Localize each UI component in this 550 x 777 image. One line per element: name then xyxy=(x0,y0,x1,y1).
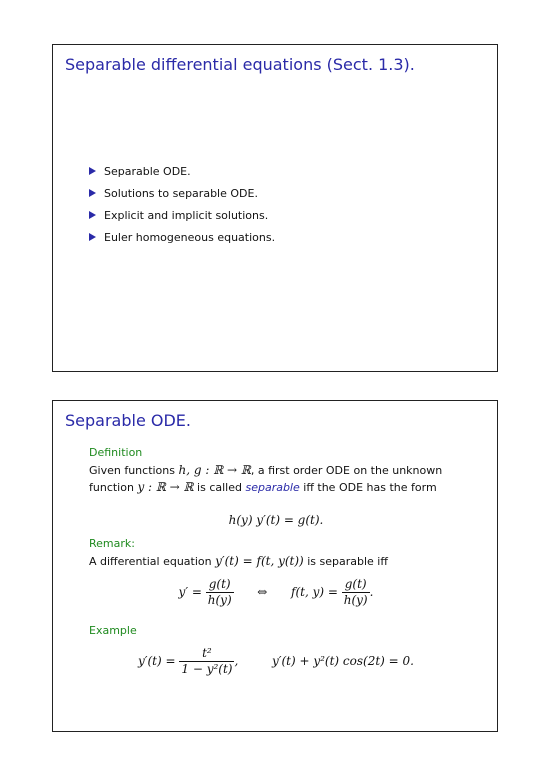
list-item-label: Separable ODE. xyxy=(104,165,191,178)
list-item-label: Explicit and implicit solutions. xyxy=(104,209,269,222)
fraction: $\frac{g(t)}{h(y)}$ xyxy=(207,577,232,607)
list-item xyxy=(89,183,275,205)
definition-line-1: Given functions h, g : ℝ → ℝ, a first order ODE on the unknown xyxy=(89,463,443,477)
separable-term: separable xyxy=(245,481,300,494)
example-heading: Example xyxy=(89,624,137,637)
triangle-bullet-icon xyxy=(89,233,96,241)
list-item xyxy=(89,227,275,249)
triangle-bullet-icon xyxy=(89,211,96,219)
remark-heading: Remark: xyxy=(89,537,135,550)
slide-2 xyxy=(52,400,498,732)
list-item-label: Solutions to separable ODE. xyxy=(104,187,258,200)
triangle-bullet-icon xyxy=(89,189,96,197)
outline-list xyxy=(89,161,275,249)
separable-condition-equation: y′ = $\frac{g(t)}{h(y)}$ ⇔ f(t, y) = $\frac{g(t)}{h(y)}$ . xyxy=(178,577,374,607)
list-item xyxy=(89,205,275,227)
definition-equation: h(y) y′(t) = g(t). xyxy=(228,513,324,527)
fraction: $\frac{\text{t²}}{\text{1 − y²(t)}}$ xyxy=(181,646,233,676)
triangle-bullet-icon xyxy=(89,167,96,175)
example-equations: y′(t) = $\frac{\text{t²}}{\text{1 − y²(t)}}$ , y′(t) + y²(t) cos(2t) = 0. xyxy=(138,646,414,676)
remark-line: A differential equation y′(t) = f(t, y(t)) is separable iff xyxy=(89,554,388,568)
slide-1 xyxy=(52,44,498,372)
slide-2-title: Separable ODE. xyxy=(65,411,191,430)
list-item-label: Euler homogeneous equations. xyxy=(104,231,276,244)
definition-line-2: function y : ℝ → ℝ is called separable iff the ODE has the form xyxy=(89,480,437,494)
slide-1-title: Separable differential equations (Sect. 1.3). xyxy=(65,55,415,74)
definition-heading: Definition xyxy=(89,446,143,459)
fraction: $\frac{g(t)}{h(y)}$ xyxy=(343,577,368,607)
list-item xyxy=(89,161,275,183)
